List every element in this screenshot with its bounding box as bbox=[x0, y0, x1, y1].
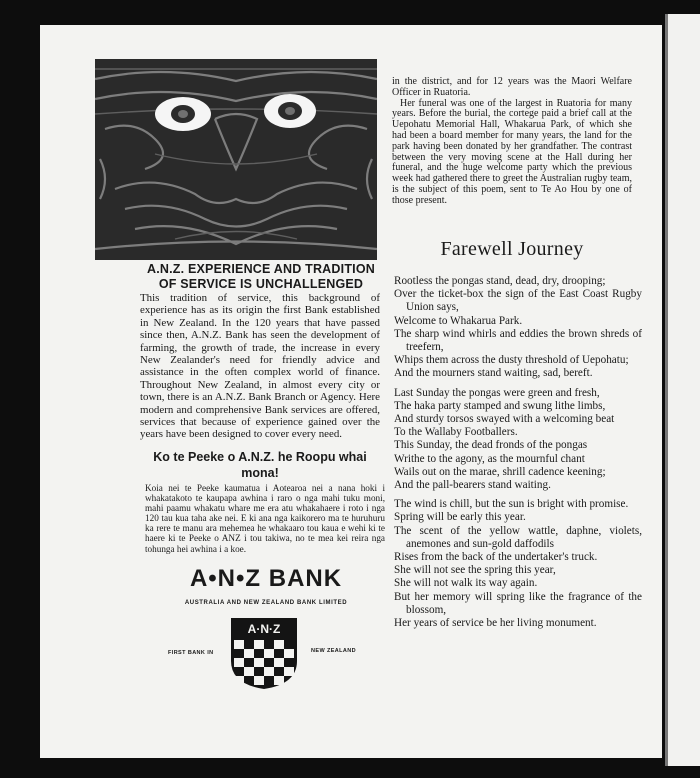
poem-line: Rises from the back of the undertaker's truck. bbox=[394, 551, 598, 564]
poem-line: Spring will be early this year. bbox=[394, 511, 526, 524]
checker-square bbox=[284, 667, 294, 676]
anz-shield-logo bbox=[229, 616, 299, 691]
checker-square bbox=[284, 649, 294, 658]
checker-square bbox=[264, 667, 274, 676]
poem-line: And sturdy torsos swayed with a welcoming beat bbox=[394, 413, 615, 426]
poem-line: This Sunday, the dead fronds of the pongas bbox=[394, 439, 588, 452]
poem-line: The haka party stamped and swung lithe limbs, bbox=[394, 399, 606, 412]
checker-square bbox=[244, 649, 254, 658]
poem-stanza bbox=[394, 275, 642, 381]
poem-title: Farewell Journey bbox=[440, 238, 584, 260]
checker-square bbox=[234, 640, 244, 649]
checker-square bbox=[274, 676, 284, 685]
poem-line: To the Wallaby Footballers. bbox=[394, 426, 518, 439]
poem-line: Writhe to the agony, as the mournful chant bbox=[394, 452, 585, 465]
adjacent-page-edge bbox=[665, 14, 700, 766]
poem-line: She will not see the spring this year, bbox=[394, 564, 556, 577]
poem-line: She will not walk its way again. bbox=[394, 577, 538, 590]
poem-stanza bbox=[394, 387, 642, 493]
checker-square bbox=[274, 640, 284, 649]
bank-full-name: AUSTRALIA AND NEW ZEALAND BANK LIMITED bbox=[184, 600, 348, 606]
checker-square bbox=[254, 658, 264, 667]
poem-line: The sharp wind whirls and eddies the brown shreds of treefern, bbox=[394, 327, 642, 354]
logo-text: A·N·Z bbox=[247, 622, 281, 636]
ad-body-text: This tradition of service, this background of experience has as its origin the first Bank established in New Zealand. In the 120 years that have passed since then, A.N.Z. Bank has seen the development of farming, the growth of trade, the increase in every New Zealander's need for friendly advice and assistance in the often complex world of finance. Throughout New Zealand, in almost every city or town, there is an A.N.Z. Bank Branch or Agency. Here modern and comprehensive Bank services are offered, services that because of experience gained over the years have been designed to cover every need. bbox=[140, 292, 380, 441]
poem-line: The scent of the yellow wattle, daphne, violets, anemones and sun-gold daffodils bbox=[394, 524, 642, 550]
poem-stanza bbox=[394, 498, 642, 630]
ad-heading-line2: OF SERVICE IS UNCHALLENGED bbox=[158, 277, 364, 291]
ad-heading bbox=[130, 262, 392, 292]
poem-line: Wails out on the marae, shrill cadence keening; bbox=[394, 465, 606, 478]
checker-square bbox=[264, 649, 274, 658]
logo-caption-left: FIRST BANK IN bbox=[168, 650, 214, 656]
poem-line: Last Sunday the pongas were green and fresh, bbox=[394, 386, 600, 399]
checker-square bbox=[254, 640, 264, 649]
ad-heading-line1: A.N.Z. EXPERIENCE AND TRADITION bbox=[147, 262, 375, 276]
poem-line: Her years of service be her living monument. bbox=[394, 617, 597, 630]
logo-caption-right: NEW ZEALAND bbox=[311, 648, 357, 654]
maori-body-text: Koia nei te Peeke kaumatua i Aotearoa nei a nana hoki i whakatakoto te kaupapa awhina i raro o nga mahi tuku moni, mahi paamu whakatu whare me era atu whakahaere i roto i nga 120 tau kua taha ake nei. E ki ana nga kaikorero ma te huruhuru ka rere te manu ara mehemea he whakaaro tou kaua e wehi ki te haere ki te Peeke o ANZ i tou takiwa, no te mea kei reira nga tohunga hei awhina i a koe. bbox=[145, 483, 385, 554]
poem-line: Welcome to Whakarua Park. bbox=[394, 314, 523, 327]
checker-square bbox=[234, 658, 244, 667]
poem-body bbox=[394, 275, 642, 636]
article-paragraph: in the district, and for 12 years was the Maori Welfare Officer in Ruatoria. bbox=[392, 76, 632, 98]
bank-name: A•N•Z BANK bbox=[189, 565, 343, 592]
checker-square bbox=[274, 658, 284, 667]
checker-square bbox=[244, 667, 254, 676]
maori-heading: Ko te Peeke o A.N.Z. he Roopu whai mona! bbox=[153, 450, 367, 480]
article-paragraph: Her funeral was one of the largest in Ruatoria for many years. Before the burial, the cortege paid a brief call at the Uepohatu Memorial Hall, Whakarua Park, of which she had been a board member for many years, the land for the park having been donated by her grandfather. The contrast between the very moving scene at the Hall during her funeral, and the huge welcome party which the previous week had gathered there to greet the Australian rugby team, is the subject of this poem, sent to Te Ao Hou by one of those present. bbox=[392, 97, 632, 206]
checker-square bbox=[234, 676, 244, 685]
poem-line: The wind is chill, but the sun is bright with promise. bbox=[394, 498, 629, 511]
checker-square bbox=[254, 676, 264, 685]
poem-line: And the mourners stand waiting, sad, bereft. bbox=[394, 367, 593, 380]
maori-carving-image bbox=[95, 59, 377, 260]
poem-line: Rootless the pongas stand, dead, dry, drooping; bbox=[394, 275, 606, 287]
poem-line: But her memory will spring like the fragrance of the blossom, bbox=[394, 590, 642, 616]
poem-line: Whips them across the dusty threshold of Uepohatu; bbox=[394, 354, 629, 367]
poem-line: And the pall-bearers stand waiting. bbox=[394, 479, 551, 492]
article-text bbox=[392, 77, 632, 207]
poem-line: Over the ticket-box the sign of the East Coast Rugby Union says, bbox=[394, 288, 642, 314]
